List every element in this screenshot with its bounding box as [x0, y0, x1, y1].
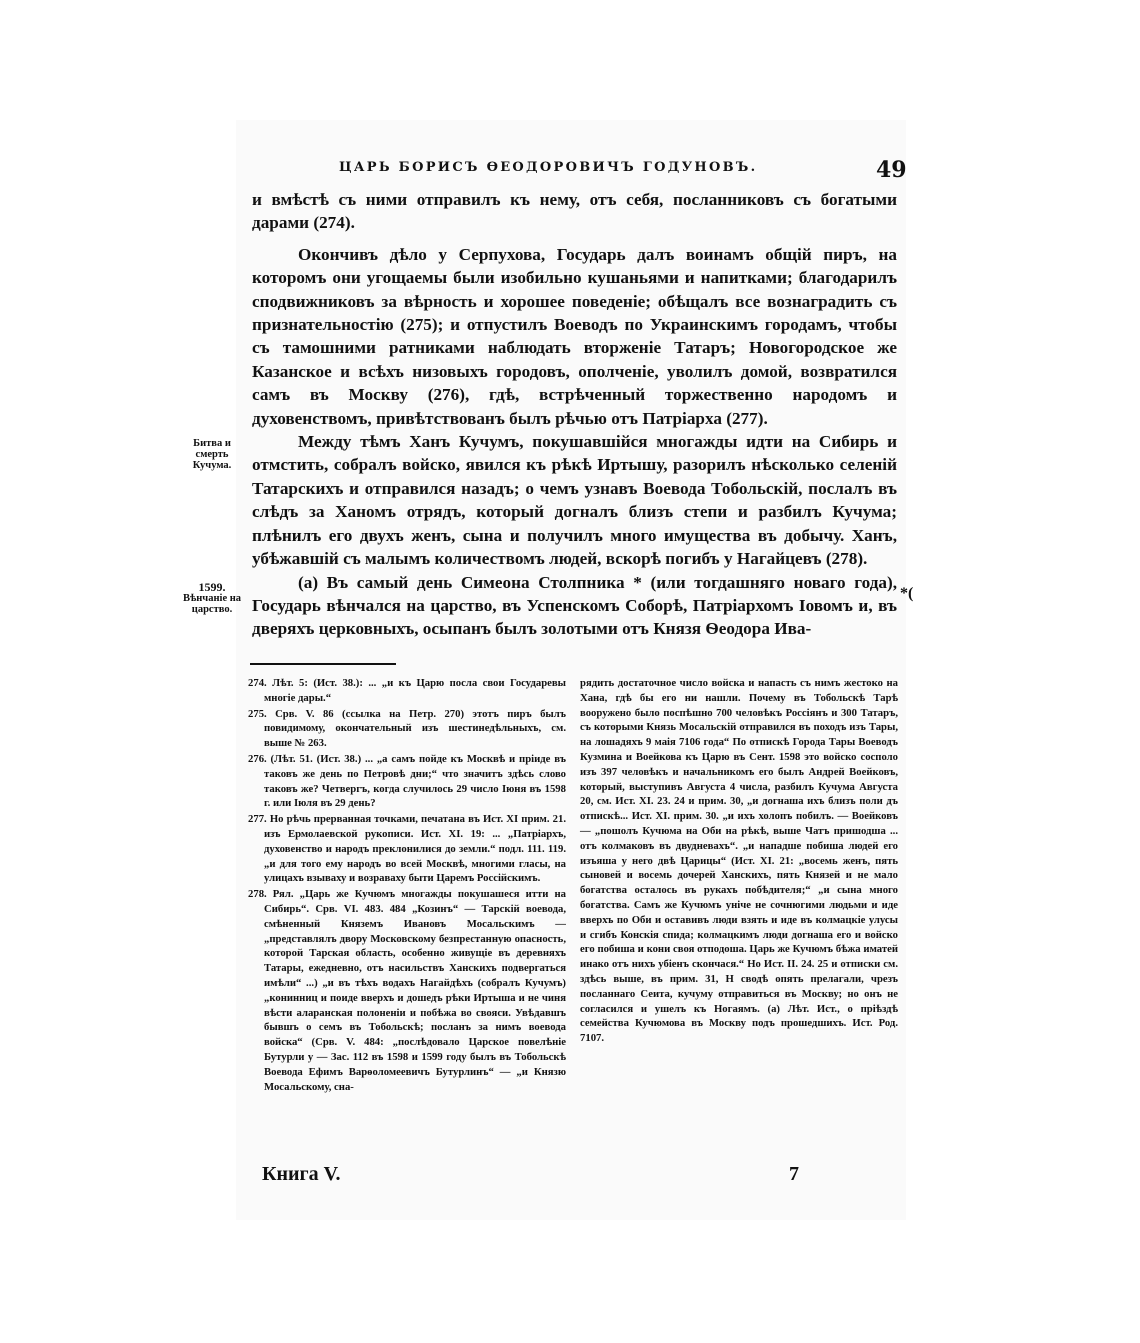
footnote-278-continued: рядить достаточное число войска и напасть съ нимъ жестоко на Хана, гдѣ бы его ни нашли. Почему въ Тобольскѣ Тарѣ вооружено было поспѣшно 700 человѣкъ Россіянъ и 300 Татаръ, съ которыми Князь Мосальскій отправился въ походъ изъ Тары, на лошадяхъ 9 маія 7106 года“ По отпискѣ Города Тары Воеводъ Кузмина и Воейкова къ Царю въ Сент. 1598 это войско сосполо изъ 397 человѣкъ и начальникомъ его былъ Андрей Воейковъ, который, выступивъ Августа 4 числа, разбилъ Кучума Августа 20, см. Ист. XI. 23. 24 и прим. 30, „и догнаша ихъ близъ поли дъ отпискѣ... Ист. XI. прим. 30. „и ихъ холопъ побилъ. — Воейковъ — „пошолъ Кучюма на Оби на рѣкѣ, выше Чатъ пришодша ... отъ колмаковъ въ двудневахъ“. „и нападше побиша людей его изъяша у него двѣ Царицы“ (Ист. XI. 21: „восемь женъ, пять сыновей и восемь дочерей Ханскихъ, пять Князей и не мало богатства осталось въ рукахъ побѣдителя;“ „и сына много богатства. Самъ же Кучюмъ уніче не сочнюгими людьми и иде вверхъ по Оби и оставивъ люди взять и иде въ колмацкіе улусы и сгибъ Конскія спида; колмацкимъ люди догнаша его и войско его побиша и кони своя отподоша. Царь же Кучюмъ бѣжа иматей инако отъ нихъ убіенъ скончася.“ Но Ист. II. 24. 25 и отписки см. здѣсь выше, въ прим. 31, Н сводѣ опять прелагали, чрезъ посланнаго Сеита, кучуму отправиться въ Москву; но онъ не согласился и ушелъ къ Ногаямъ. (а) Лѣт. Ист., о пріѣздѣ семейства Кучюмова въ Москву подъ прошедшихъ. Ист. Род. 7107. — [580, 677, 898, 1045]
paragraph-continuation: и вмѣстѣ съ ними отправилъ къ нему, отъ себя, посланниковъ съ богатыми дарами (274). — [252, 190, 897, 233]
footnote-275: 275. Срв. V. 86 (ссылка на Петр. 270) этотъ пиръ былъ повидимому, окончательный изъ шестинедѣльныхъ, см. выше № 263. — [248, 707, 566, 750]
footnotes-column-left — [248, 676, 566, 1095]
paragraph-coronation: (а) Въ самый день Симеона Столпника * (или тогдашняго новаго года), Государь вѣнчался на царство, въ Успенскомъ Соборѣ, Патріархомъ Іовомъ и, въ дверяхъ церковныхъ, осыпанъ былъ золотыми отъ Князя Ѳеодора Ива- — [252, 572, 897, 639]
book-signature: Книга V. — [262, 1163, 341, 1185]
main-text — [252, 188, 897, 641]
margin-asterisk: *( — [900, 585, 914, 602]
sheet-number: 7 — [789, 1163, 799, 1185]
margin-text: Вѣнчаніе на царство. — [182, 593, 242, 615]
page-number: 49 — [876, 157, 907, 183]
footnote-277: 277. Но рѣчь прерванная точками, печатана въ Ист. XI прим. 21. изъ Ермолаевской рукописи. Ист. XI. 19: ... „Патріархъ, духовенство и народъ преклонилися до земли.“ подл. 111. 119. „и для того ему народъ во всей Москвѣ, многими гласы, на улицахъ взываху и возраваху быти Царемъ Россійскимъ. — [248, 813, 566, 885]
running-header: ЦАРЬ БОРИСЪ ѲЕОДОРОВИЧЪ ГОДУНОВЪ. — [339, 160, 758, 175]
margin-note-battle: Битва и смерть Кучума. — [192, 438, 232, 471]
footnote-274: 274. Лѣт. 5: (Ист. 38.): ... „и къ Царю посла свои Государевы многіе дары.“ — [248, 677, 566, 704]
footnote-276: 276. (Лѣт. 51. (Ист. 38.) ... „а самъ пойде къ Москвѣ и пріиде въ таковъ же день по Петровѣ дни;“ что значитъ здѣсь слово таковъ же? Четвергъ, когда случилось 29 число Іюня въ 1598 г. или Іюля въ 29 день? — [248, 752, 566, 810]
paragraph-serpukhov: Окончивъ дѣло у Серпухова, Государь далъ воинамъ общій пиръ, на которомъ они угощаемы были изобильно кушаньями и напитками; благодарилъ сподвижниковъ за вѣрность и хорошее поведеніе; обѣщалъ все вознаградить съ признательностію (275); и отпустилъ Воеводъ по Украинскимъ городамъ, чтобы съ тамошними ратниками наблюдать вторженіе Татаръ; Новогородское же Казанское и всѣхъ низовыхъ городовъ, ополченіе, уволилъ домой, возвратился самъ въ Москву (276), гдѣ, встрѣченный торжественно народомъ и духовенствомъ, привѣтствованъ былъ рѣчью отъ Патріарха (277). — [252, 244, 897, 428]
footnote-rule — [250, 663, 396, 665]
footnote-278: 278. Рял. „Царь же Кучюмъ многажды покушашеся итти на Сибирь“. Срв. VI. 483. 484 „Козинъ“ — Тарскій воевода, смѣненный Княземъ Ивановъ Мосальскимъ — „представлялъ двору Московскому безпрестанную опасность, которой Тарская область, особенно живущіе въ деревняхъ Татары, ежедневно, отъ насильствъ Ханскихъ подвергаться имѣли“ ...) „и въ тѣхъ водахъ Нагайдѣхъ (собралъ Кучумъ) „конинниц и поиде вверхъ и дошедъ рѣки Иртыша и не чиня вѣсти аларанская полоненіи и побѣжа во свояси. Увѣдавшъ бывшъ о семъ въ Тобольскѣ; посланъ за нимъ воевода войска“ (Срв. V. 484: „послѣдовало Царское повелѣніе Бутурли у — Зас. 112 въ 1598 и 1599 году былъ въ Тобольскѣ Воевода Ефимъ Варѳоломеевичъ Бутурлинъ“ — „и Князю Мосальскому, сна- — [248, 888, 566, 1093]
margin-note-coronation — [178, 582, 246, 615]
paragraph-kuchum: Между тѣмъ Ханъ Кучумъ, покушавшійся многажды идти на Сибирь и отмстить, собралъ войско, явился къ рѣкѣ Иртышу, разорилъ нѣсколько селеній Татарскихъ и отправился назадъ; о чемъ узнавъ Воевода Тобольскій, послалъ въ слѣдъ за Ханомъ отрядъ, который догналъ близъ степи и разбилъ Кучума; плѣнилъ его двухъ женъ, сына и получилъ много имущества въ добычу. Ханъ, убѣжавшій съ малымъ количествомъ людей, вскорѣ погибъ у Нагайцевъ (278). — [252, 432, 897, 569]
footnotes-column-right — [580, 676, 898, 1047]
margin-year: 1599. — [198, 580, 226, 594]
